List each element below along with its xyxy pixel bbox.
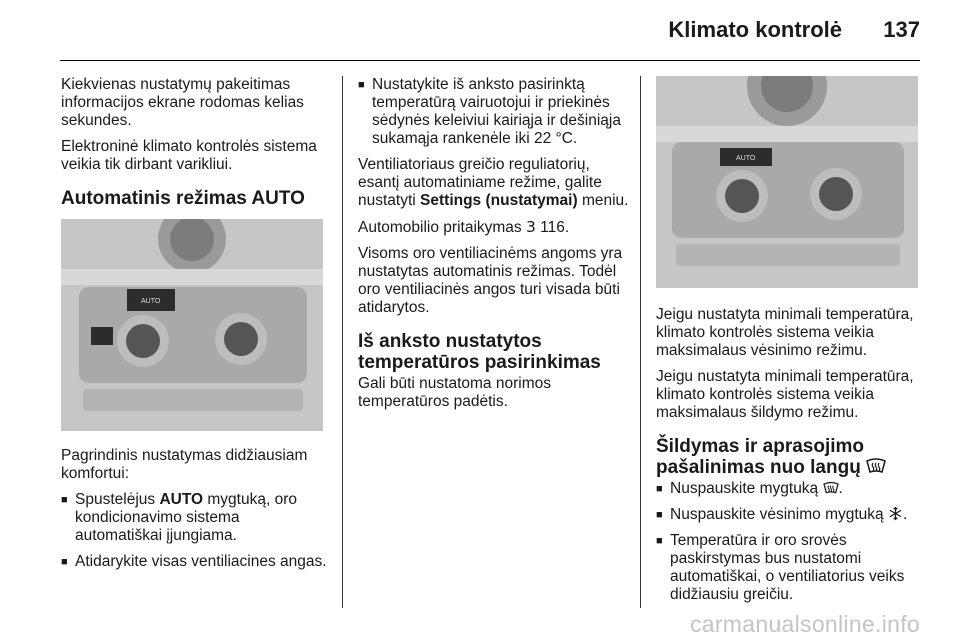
page-number: 137 — [883, 17, 920, 42]
intro-paragraph-1: Kiekvienas nustatymų pakeitimas informacijos ekrane rodomas kelias sekundes. — [61, 76, 304, 129]
auto-keyword: AUTO — [159, 491, 204, 508]
main-setting-text: Pagrindinis nustatymas didžiausiam komfortui: — [61, 447, 308, 482]
settings-keyword: Settings (nustatymai) — [420, 192, 578, 209]
bullet-marker: ■ — [358, 79, 365, 91]
bullet-marker: ■ — [61, 556, 68, 568]
climate-panel-illustration-2 — [656, 76, 918, 288]
heading-defrost: Šildymas ir aprasojimo pašalinimas nuo langų — [656, 436, 922, 478]
climate-panel-photo — [656, 76, 918, 288]
column-divider-2 — [640, 76, 641, 608]
arrow-reference-icon: 3 — [525, 218, 536, 236]
bullet-preset-temperature: ■ Nustatykite iš anksto pasirinktą temperatūrą vairuotojui ir priekinės sėdynės keleiviui kairiąja ir dešiniąja sukamąja rankenėle iki 22 °C. — [358, 76, 621, 147]
min-temperature-paragraph: Jeigu nustatyta minimali temperatūra, klimato kontrolės sistema veikia maksimalaus vėsinimo režimu. — [656, 306, 914, 359]
snowflake-icon — [888, 506, 903, 521]
personalisation-reference: Automobilio pritaikymas 3 116. — [358, 218, 570, 236]
windscreen-defrost-icon — [823, 481, 839, 495]
vents-auto-paragraph: Visoms oro ventiliacinėms angoms yra nustatytas automatinis režimas. Todėl oro ventiliacinės angos turi visada būti atidarytos. — [358, 245, 623, 316]
column-left — [61, 76, 327, 579]
fan-speed-paragraph: Ventiliatoriaus greičio reguliatorių, esantį automatiniame režime, galite nustatyti Settings (nustatymai) meniu. — [358, 156, 629, 209]
heading-preset-temperature: Iš anksto nustatytos temperatūros pasirinkimas — [358, 331, 601, 373]
bullet-automatic-distribution: ■ Temperatūra ir oro srovės paskirstymas bus nustatomi automatiškai, o ventiliatorius veiks didžiausiu greičiu. — [656, 532, 905, 603]
heading-auto-mode: Automatinis režimas AUTO — [61, 188, 305, 209]
max-temperature-paragraph: Jeigu nustatyta minimali temperatūra, klimato kontrolės sistema veikia maksimalaus šildymo režimu. — [656, 368, 914, 421]
windscreen-defrost-icon — [866, 457, 886, 475]
bullet-press-cooling: ■ Nuspauskite vėsinimo mygtuką . — [656, 506, 908, 523]
column-middle — [358, 76, 630, 419]
column-right — [656, 76, 922, 612]
section-title: Klimato kontrolė — [668, 17, 842, 42]
header-divider — [60, 60, 920, 61]
auto-button-label: AUTO — [141, 298, 161, 305]
bullet-open-vents: ■ Atidarykite visas ventiliacines angas. — [61, 553, 327, 570]
intro-paragraph-2: Elektroninė klimato kontrolės sistema veikia tik dirbant varikliui. — [61, 138, 317, 173]
watermark: carmanualsonline.info — [689, 611, 920, 637]
climate-panel-photo-auto — [61, 219, 323, 431]
bullet-marker: ■ — [656, 535, 663, 547]
bullet-marker: ■ — [656, 483, 663, 495]
column-divider-1 — [342, 76, 343, 608]
bullet-auto-button: ■ Spustelėjus AUTO mygtuką, oro kondicionavimo sistema automatiškai įjungiama. — [61, 491, 297, 544]
preset-text: Gali būti nustatoma norimos temperatūros padėtis. — [358, 375, 551, 410]
climate-panel-illustration — [61, 219, 323, 431]
auto-button-label: AUTO — [736, 155, 756, 162]
bullet-press-defrost: ■ Nuspauskite mygtuką . — [656, 480, 843, 497]
bullet-marker: ■ — [61, 494, 68, 506]
bullet-marker: ■ — [656, 509, 663, 521]
page-header — [0, 0, 960, 62]
